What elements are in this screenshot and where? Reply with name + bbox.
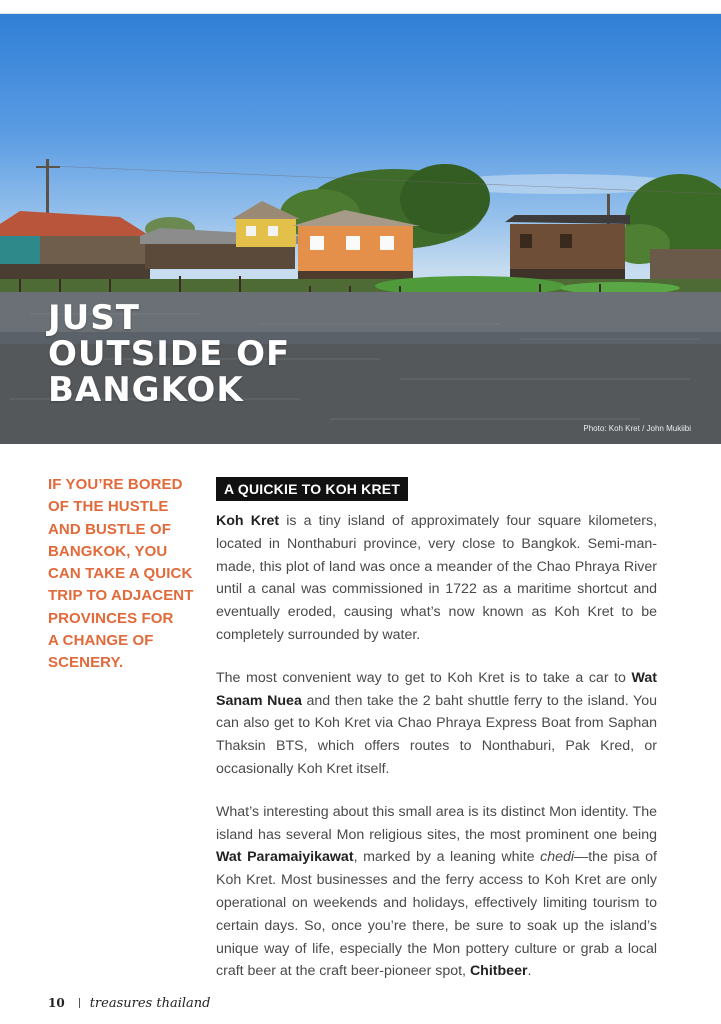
pull-quote-line: BANGKOK, YOU (48, 542, 168, 560)
paragraph-text: is a tiny island of approximately four square kilometers, located in Nonthaburi province, very close to Bangkok. Semi-man-made, this plot of land was once a meander of the Chao Phraya River until a canal was commissioned in 1722 as a maritime shortcut and eventually eroded, causing what’s now known as Koh Kret to be completely surrounded by water. (216, 513, 658, 643)
hero-photo (0, 14, 721, 444)
article-body (216, 510, 657, 1003)
footer-divider (79, 998, 80, 1008)
paragraph-text: The most convenient way to get to Koh Kret is to take a car to (216, 669, 632, 686)
place-name: Chitbeer (469, 963, 528, 980)
section-heading: A QUICKIE TO KOH KRET (216, 477, 408, 501)
hero-title-line: OUTSIDE OF (48, 334, 291, 374)
article-paragraph (216, 510, 657, 647)
article-paragraph (216, 667, 657, 781)
pull-quote-line: A CHANGE OF (48, 632, 154, 650)
magazine-name: treasures thailand (89, 996, 211, 1011)
hero-title-line: BANGKOK (48, 370, 244, 410)
emphasis-term: chedi (540, 849, 575, 866)
paragraph-text: What’s interesting about this small area is its distinct Mon identity. The island has several Mon religious sites, the most prominent one being (216, 803, 657, 843)
page-footer (48, 996, 210, 1014)
paragraph-text: —the pisa of Koh Kret. Most businesses and the ferry access to Koh Kret are only operational on weekends and holidays, effectively limiting tourism to certain days. So, once you’re there, be sure to soak up the island’s unique way of life, especially the Mon pottery culture or grab a local craft beer at the craft beer-pioneer spot, (216, 849, 658, 980)
paragraph-text: and then take the 2 baht shuttle ferry to the island. You can also get to Koh Kret via Chao Phraya Express Boat from Saphan Thaksin BTS, which offers routes to Nonthaburi, Pak Kred, or occasionally Koh Kret itself. (216, 692, 657, 777)
place-name: Wat Paramaiyikawat (216, 849, 354, 866)
page-number: 10 (48, 996, 65, 1010)
pull-quote-line: SCENERY. (48, 654, 124, 672)
hero-title-line: JUST (48, 298, 140, 338)
page-top-margin (0, 0, 721, 14)
pull-quote-line: IF YOU’RE BORED (48, 476, 183, 493)
pull-quote-line: TRIP TO ADJACENT (48, 587, 194, 605)
pull-quote-line: AND BUSTLE OF (48, 520, 171, 538)
article-paragraph (216, 801, 657, 983)
place-name: Wat Sanam Nuea (216, 669, 657, 709)
place-name: Koh Kret (216, 513, 280, 529)
paragraph-text: . (527, 963, 532, 980)
pull-quote-line: CAN TAKE A QUICK (48, 565, 193, 583)
hero-title (48, 300, 290, 408)
paragraph-text: , marked by a leaning white (353, 849, 541, 866)
pull-quote-line: PROVINCES FOR (48, 609, 174, 627)
pull-quote-line: OF THE HUSTLE (48, 498, 169, 516)
photo-credit: Photo: Koh Kret / John Mukiibi (583, 424, 691, 433)
pull-quote (48, 474, 198, 675)
